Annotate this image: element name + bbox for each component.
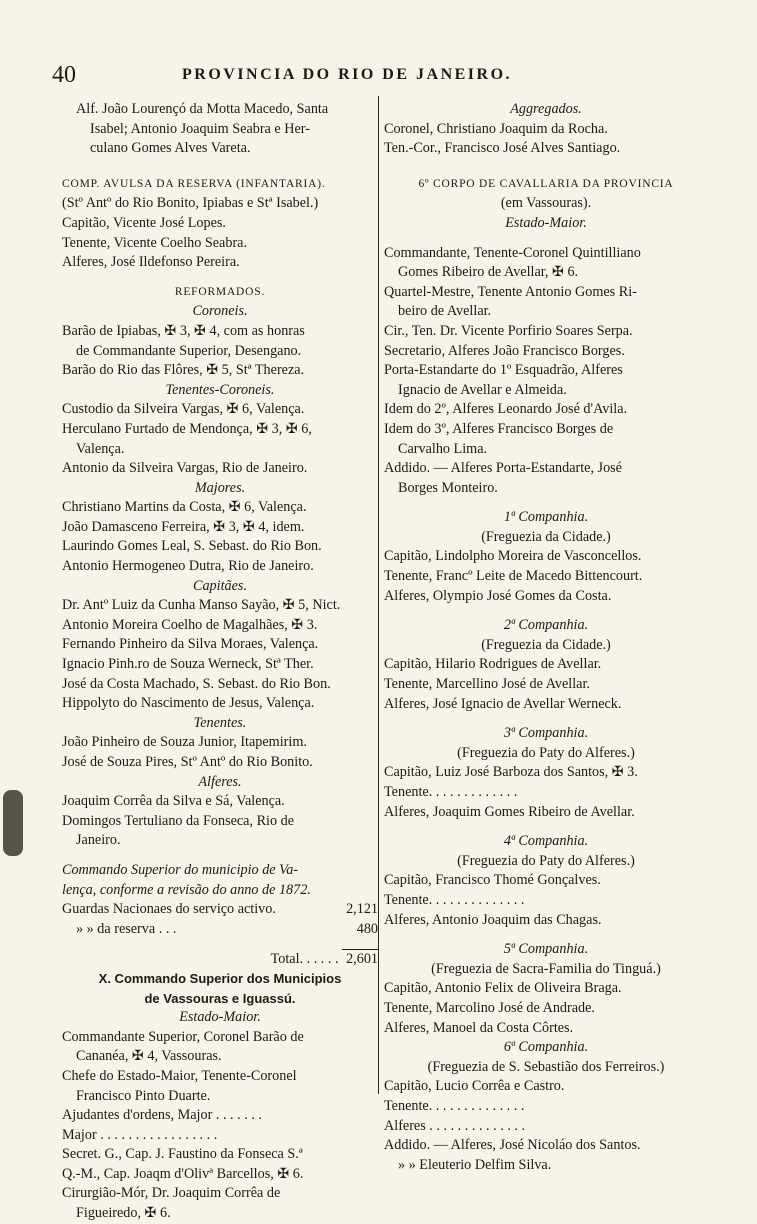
text-line: Domingos Tertuliano da Fonseca, Rio de [62,812,295,829]
text-line: Borges Monteiro. [398,479,498,496]
subheading: Estado-Maior. [179,1009,261,1026]
text-line: Commandante, Tenente-Coronel Quintilliano [384,244,641,261]
stat-value: 480 [356,920,378,937]
text-line: Addido. — Alferes Porta-Estandarte, José [384,460,622,477]
text-line: Ten.-Cor., Francisco José Alves Santiago. [384,140,621,157]
text-line: Christiano Martins da Costa, ✠ 6, Valença. [62,499,307,516]
column-divider [378,96,379,1094]
text-line: Tenente. . . . . . . . . . . . . . [384,1097,525,1114]
section-heading: COMP. AVULSA DA RESERVA (INFANTARIA). [62,177,326,190]
text-line: Dr. Antº Luiz da Cunha Manso Sayão, ✠ 5, Nict. [62,597,341,614]
company-heading: 6ª Companhia. [503,1039,589,1056]
binding-stain [3,790,23,856]
text-line: Alferes, Olympio José Gomes da Costa. [384,587,612,604]
subheading: Tenentes. [193,714,247,731]
text-line: Tenente, Vicente Coelho Seabra. [62,234,248,251]
company-heading: 3ª Companhia. [503,725,589,742]
text-line: Custodio da Silveira Vargas, ✠ 6, Valença. [62,401,305,418]
subheading: Majores. [194,479,246,496]
page-header [52,62,712,88]
text-line: (Stº Antº do Rio Bonito, Ipiabas e Stª Isabel.) [62,195,319,212]
total-label: Total. . . . . . [270,951,339,968]
text-line: Capitão, Hilario Rodrigues de Avellar. [384,656,602,673]
company-heading: 5ª Companhia. [503,941,589,958]
text-line: Barão do Rio das Flôres, ✠ 5, Stª Thereza. [62,362,305,379]
stat-row [62,900,378,920]
company-heading: 1ª Companhia. [503,509,589,526]
text-line: (Freguezia da Cidade.) [481,636,611,653]
text-line: Capitão, Lucio Corrêa e Castro. [384,1078,565,1095]
text-line: Hippolyto do Nascimento de Jesus, Valença. [62,695,315,712]
subheading: Capitães. [193,577,247,594]
text-line: Antonio Hermogeneo Dutra, Rio de Janeiro. [62,558,314,575]
subheading: Aggregados. [510,101,582,117]
stat-label: » » da reserva . . . [76,920,177,937]
section-heading: de Vassouras e Iguassú. [144,990,296,1006]
section-heading: 6º CORPO DE CAVALLARIA DA PROVINCIA [418,177,674,190]
text-line: Tenente, Marcellino José de Avellar. [384,676,590,693]
text-line: Tenente. . . . . . . . . . . . . [384,784,518,800]
text-line: Capitão, Lindolpho Moreira de Vasconcellos. [384,548,642,565]
text-line: José de Souza Pires, Stº Antº do Rio Bonito. [62,754,313,770]
text-line: Barão de Ipiabas, ✠ 3, ✠ 4, com as honras [62,322,305,339]
subheading: Estado-Maior. [505,214,587,231]
text-line: de Commandante Superior, Desengano. [76,342,302,359]
text-line: » » Eleuterio Delfim Silva. [398,1156,552,1173]
text-line: Quartel-Mestre, Tenente Antonio Gomes Ri- [384,283,637,300]
section-heading: REFORMADOS. [174,285,266,298]
company-heading: 2ª Companhia. [503,617,589,634]
text-line: Isabel; Antonio Joaquim Seabra e Her- [90,120,310,137]
text-line: Coronel, Christiano Joaquim da Rocha. [384,120,608,137]
text-line: (Freguezia do Paty do Alferes.) [457,744,635,761]
text-line: beiro de Avellar. [398,303,492,320]
subheading: Tenentes-Coroneis. [165,381,275,398]
text-line: Janeiro. [76,832,121,849]
stat-row [62,920,378,940]
stat-label: Guardas Nacionaes do serviço activo. [62,901,276,918]
text-line: Commandante Superior, Coronel Barão de [62,1028,304,1045]
text-line: Joaquim Corrêa da Silva e Sá, Valença. [62,793,285,810]
text-line: Porta-Estandarte do 1º Esquadrão, Alferes [384,362,623,379]
section-heading: X. Commando Superior dos Municipios [98,970,342,986]
text-line: Laurindo Gomes Leal, S. Sebast. do Rio Bon. [62,538,322,555]
text-line: Alferes . . . . . . . . . . . . . . [384,1117,526,1134]
text-line: João Damasceno Ferreira, ✠ 3, ✠ 4, idem. [62,518,305,535]
right-column [384,100,708,1175]
text-line: Tenente. . . . . . . . . . . . . . [384,891,525,908]
left-column [62,100,378,1224]
text-line: Capitão, Francisco Thomé Gonçalves. [384,872,601,889]
text-line: Idem do 3º, Alferes Francisco Borges de [384,420,614,437]
page-number: 40 [52,62,76,88]
text-line: Figueiredo, ✠ 6. [76,1205,171,1222]
text-line: Alferes, Joaquim Gomes Ribeiro de Avellar. [384,803,635,820]
text-line: (em Vassouras). [500,195,592,212]
total-value: 2,601 [342,949,378,969]
text-line: (Freguezia do Paty do Alferes.) [457,852,635,869]
text-line: Ajudantes d'ordens, Major . . . . . . . [62,1107,262,1124]
text-line: Antonio da Silveira Vargas, Rio de Janeiro. [62,460,308,477]
text-line: José da Costa Machado, S. Sebast. do Rio Bon. [62,675,331,692]
text-line: Commando Superior do municipio de Va- [62,861,299,878]
text-line: culano Gomes Alves Vareta. [90,140,251,157]
text-line: João Pinheiro de Souza Junior, Itapemirim. [62,734,307,751]
text-line: Capitão, Luiz José Barboza dos Santos, ✠ 3. [384,764,638,781]
text-line: Fernando Pinheiro da Silva Moraes, Valença. [62,636,319,653]
text-line: Ignacio de Avellar e Almeida. [398,381,567,398]
text-line: Cir., Ten. Dr. Vicente Porfirio Soares Serpa. [384,322,633,339]
subheading: Alferes. [198,773,242,790]
text-line: lença, conforme a revisão do anno de 1872. [62,881,311,898]
text-line: (Freguezia de S. Sebastião dos Ferreiros.) [427,1058,665,1075]
text-line: Chefe do Estado-Maior, Tenente-Coronel [62,1067,297,1084]
text-line: Tenente, Francº Leite de Macedo Bittencourt. [384,568,643,585]
text-line: Valença. [76,440,125,457]
text-line: Capitão, Antonio Felix de Oliveira Braga. [384,980,622,997]
text-line: Antonio Moreira Coelho de Magalhães, ✠ 3. [62,616,318,633]
text-line: Francisco Pinto Duarte. [76,1087,211,1104]
text-line: Alferes, Antonio Joaquim das Chagas. [384,911,602,928]
text-line: (Freguezia de Sacra-Familia do Tinguá.) [431,960,661,977]
text-line: Carvalho Lima. [398,440,488,457]
text-line: Cananéa, ✠ 4, Vassouras. [76,1048,222,1065]
text-line: Idem do 2º, Alferes Leonardo José d'Avila. [384,401,628,418]
text-line: (Freguezia da Cidade.) [481,528,611,545]
stat-value: 2,121 [346,901,378,918]
text-line: Alferes, José Ignacio de Avellar Werneck. [384,695,622,712]
text-line: Q.-M., Cap. Joaqm d'Olivª Barcellos, ✠ 6. [62,1165,304,1182]
text-line: Tenente, Marcolino José de Andrade. [384,999,595,1016]
company-heading: 4ª Companhia. [503,833,589,850]
text-line: Herculano Furtado de Mendonça, ✠ 3, ✠ 6, [62,420,312,437]
running-title: PROVINCIA DO RIO DE JANEIRO. [182,66,513,83]
text-line: Capitão, Vicente José Lopes. [62,214,226,231]
text-line: Major . . . . . . . . . . . . . . . . . [62,1126,218,1143]
text-line: Alferes, José Ildefonso Pereira. [62,254,240,271]
text-line: Secret. G., Cap. J. Faustino da Fonseca S.ª [62,1146,303,1163]
text-line: Addido. — Alferes, José Nicoláo dos Santos. [384,1137,641,1154]
total-row [62,949,378,969]
text-line: Secretario, Alferes João Francisco Borges. [384,342,625,359]
text-line: Alf. João Lourençó da Motta Macedo, Santa [76,101,329,117]
text-line: Alferes, Manoel da Costa Côrtes. [384,1019,574,1036]
text-line: Gomes Ribeiro de Avellar, ✠ 6. [398,264,579,281]
text-line: Ignacio Pinh.ro de Souza Werneck, Stª Ther. [62,656,314,673]
text-line: Cirurgião-Mór, Dr. Joaquim Corrêa de [62,1185,281,1202]
subheading: Coroneis. [192,303,248,320]
